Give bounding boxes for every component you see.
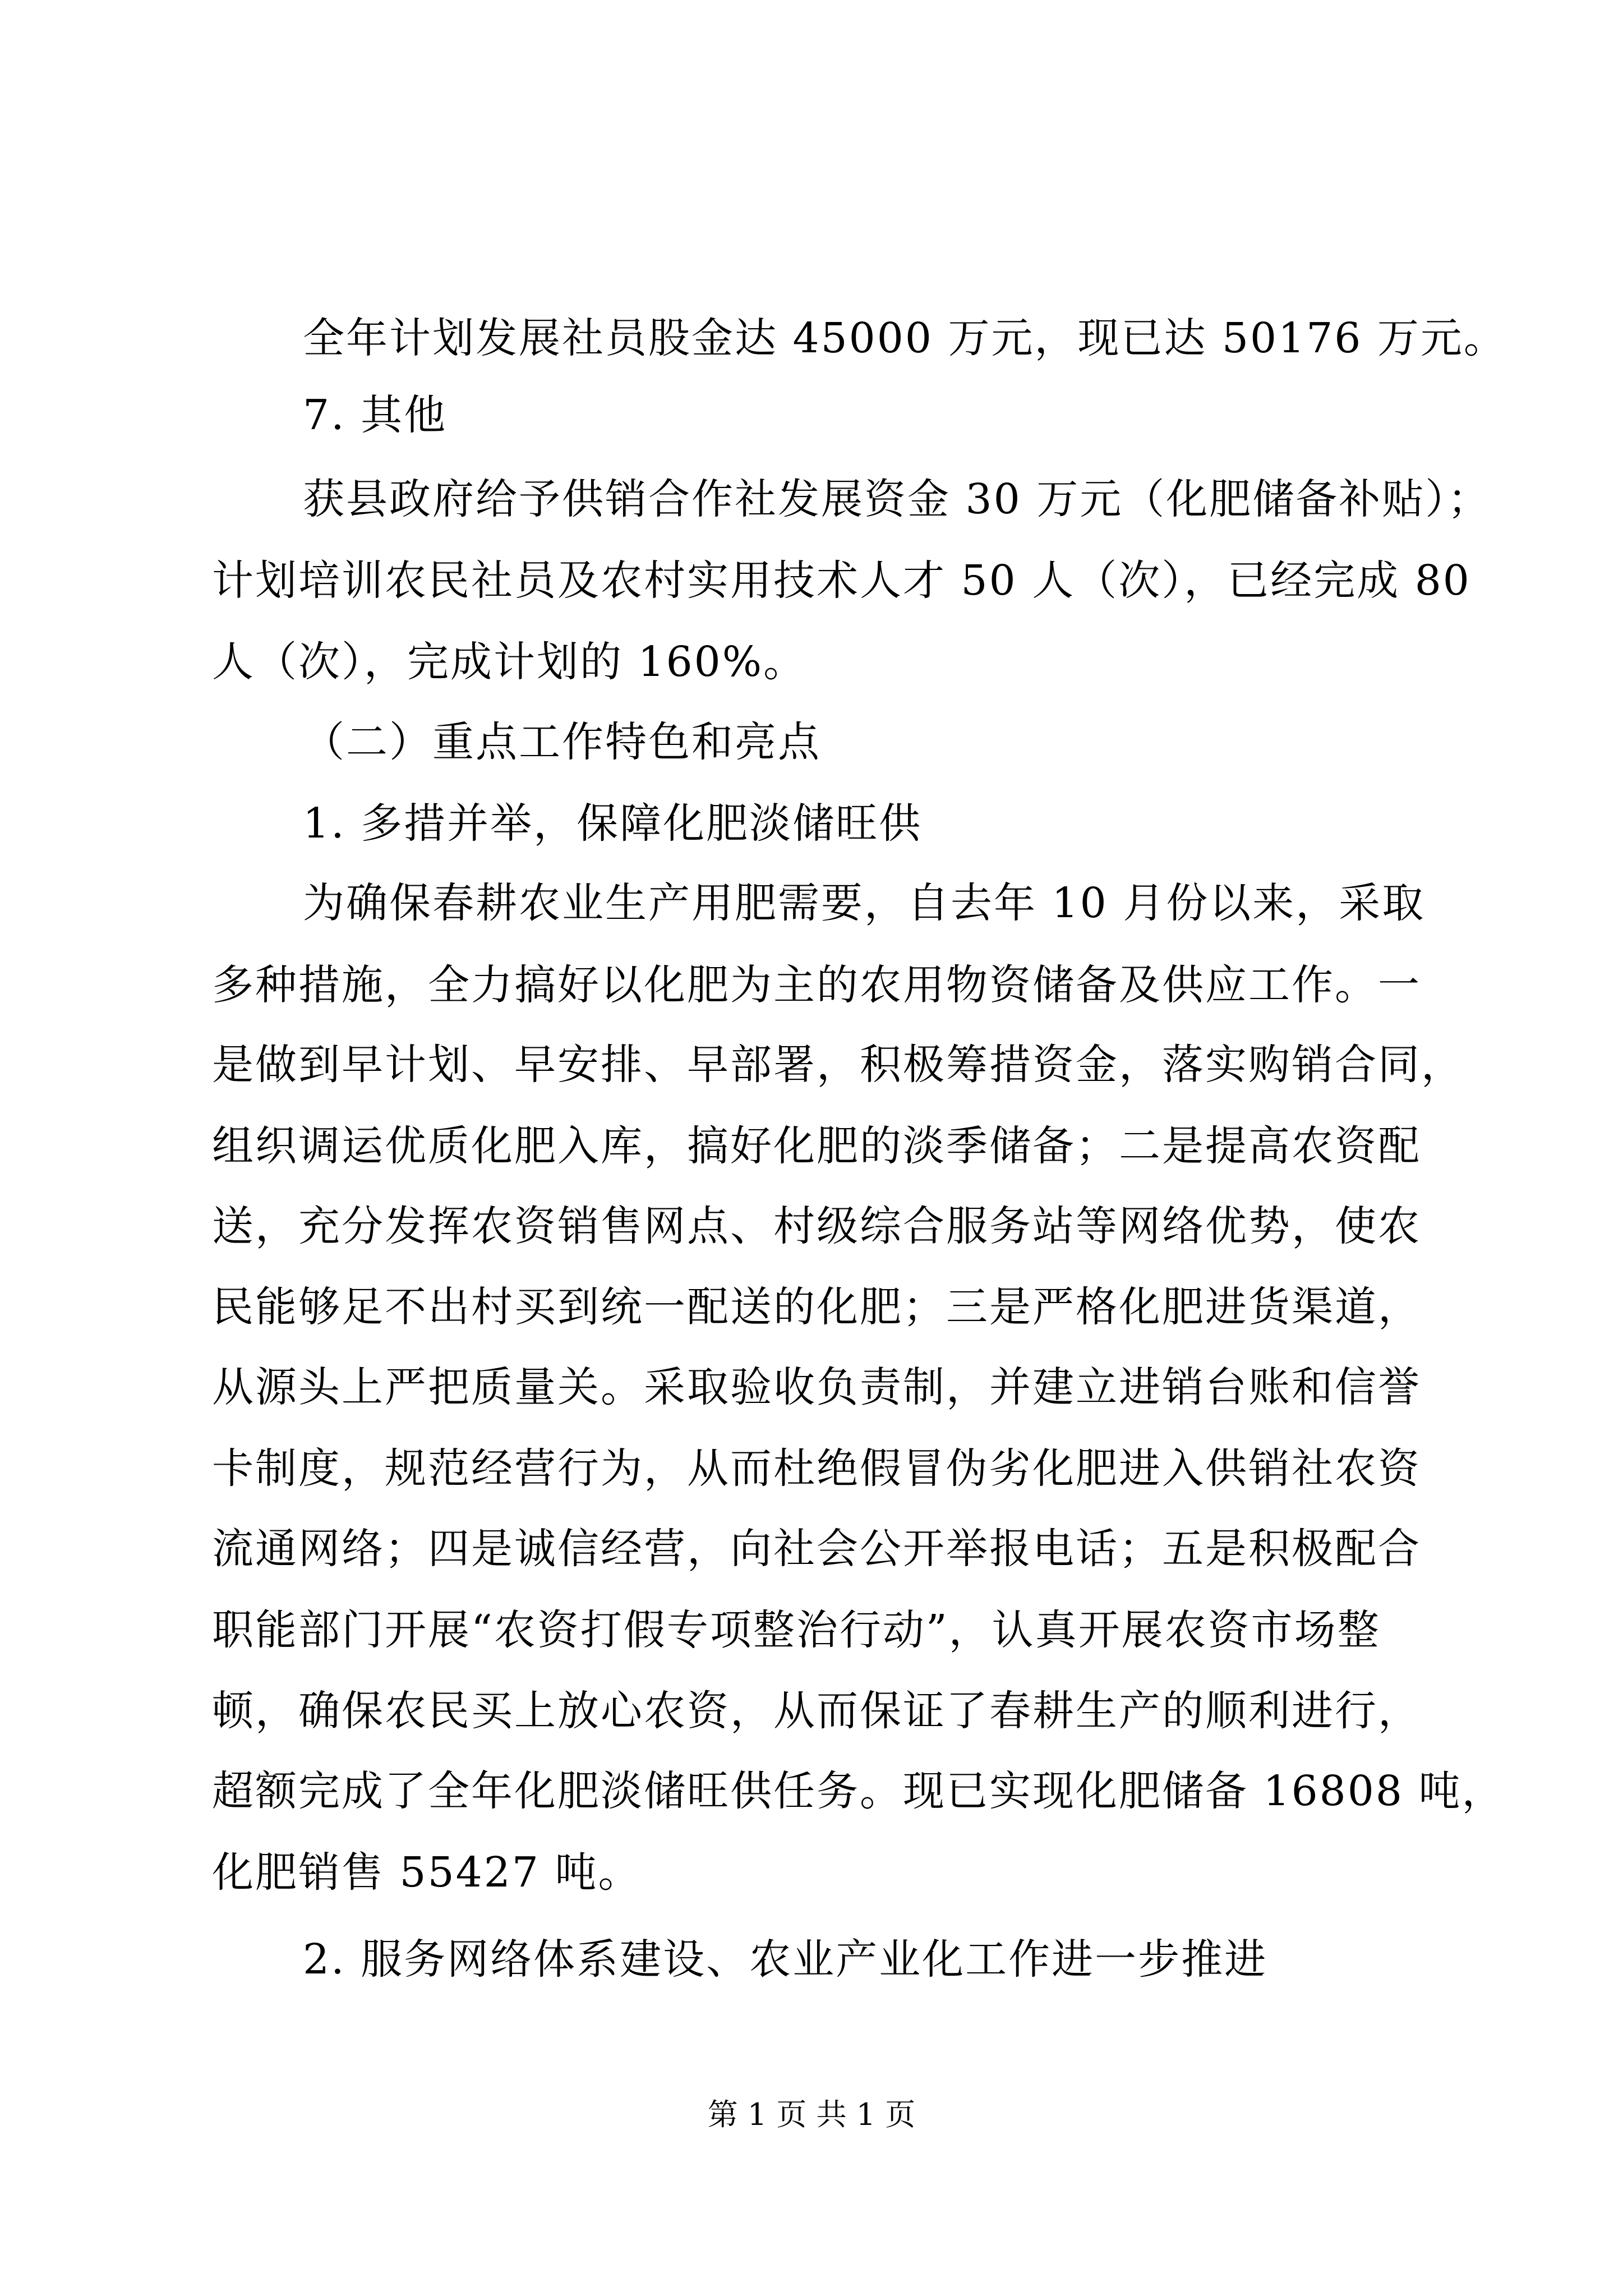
paragraph-line: 获县政府给予供销合作社发展资金 30 万元（化肥储备补贴）； — [303, 475, 1491, 523]
section-heading: 2. 服务网络体系建设、农业产业化工作进一步推进 — [303, 1935, 1268, 1984]
paragraph-line: 职能部门开展“农资打假专项整治行动”，认真开展农资市场整 — [212, 1606, 1381, 1654]
paragraph-line: 顿，确保农民买上放心农资，从而保证了春耕生产的顺利进行， — [212, 1687, 1421, 1735]
section-heading: 7. 其他 — [303, 391, 448, 439]
paragraph-line: 组织调运优质化肥入库，搞好化肥的淡季储备；二是提高农资配 — [212, 1122, 1421, 1170]
paragraph-line: 全年计划发展社员股金达 45000 万元，现已达 50176 万元。 — [303, 314, 1507, 362]
paragraph-line: 流通网络；四是诚信经营，向社会公开举报电话；五是积极配合 — [212, 1525, 1421, 1573]
paragraph-line: 从源头上严把质量关。采取验收负责制，并建立进销台账和信誉 — [212, 1363, 1421, 1411]
paragraph-line: 多种措施，全力搞好以化肥为主的农用物资储备及供应工作。一 — [212, 961, 1421, 1009]
paragraph-line: 为确保春耕农业生产用肥需要，自去年 10 月份以来，采取 — [303, 879, 1426, 927]
paragraph-line: 人（次），完成计划的 160%。 — [212, 638, 807, 686]
paragraph-line: 民能够足不出村买到统一配送的化肥；三是严格化肥进货渠道， — [212, 1283, 1421, 1331]
paragraph-line: 超额完成了全年化肥淡储旺供任务。现已实现化肥储备 16808 吨， — [212, 1767, 1505, 1815]
page-footer: 第 1 页 共 1 页 — [707, 2097, 916, 2132]
paragraph-line: 化肥销售 55427 吨。 — [212, 1848, 642, 1897]
section-heading: 1. 多措并举，保障化肥淡储旺供 — [303, 799, 923, 848]
paragraph-line: 是做到早计划、早安排、早部署，积极筹措资金，落实购销合同， — [212, 1041, 1464, 1089]
paragraph-line: 计划培训农民社员及农村实用技术人才 50 人（次），已经完成 80 — [212, 556, 1471, 605]
section-heading: （二）重点工作特色和亮点 — [303, 718, 821, 766]
paragraph-line: 送，充分发挥农资销售网点、村级综合服务站等网络优势，使农 — [212, 1202, 1421, 1250]
paragraph-line: 卡制度，规范经营行为，从而杜绝假冒伪劣化肥进入供销社农资 — [212, 1444, 1421, 1493]
